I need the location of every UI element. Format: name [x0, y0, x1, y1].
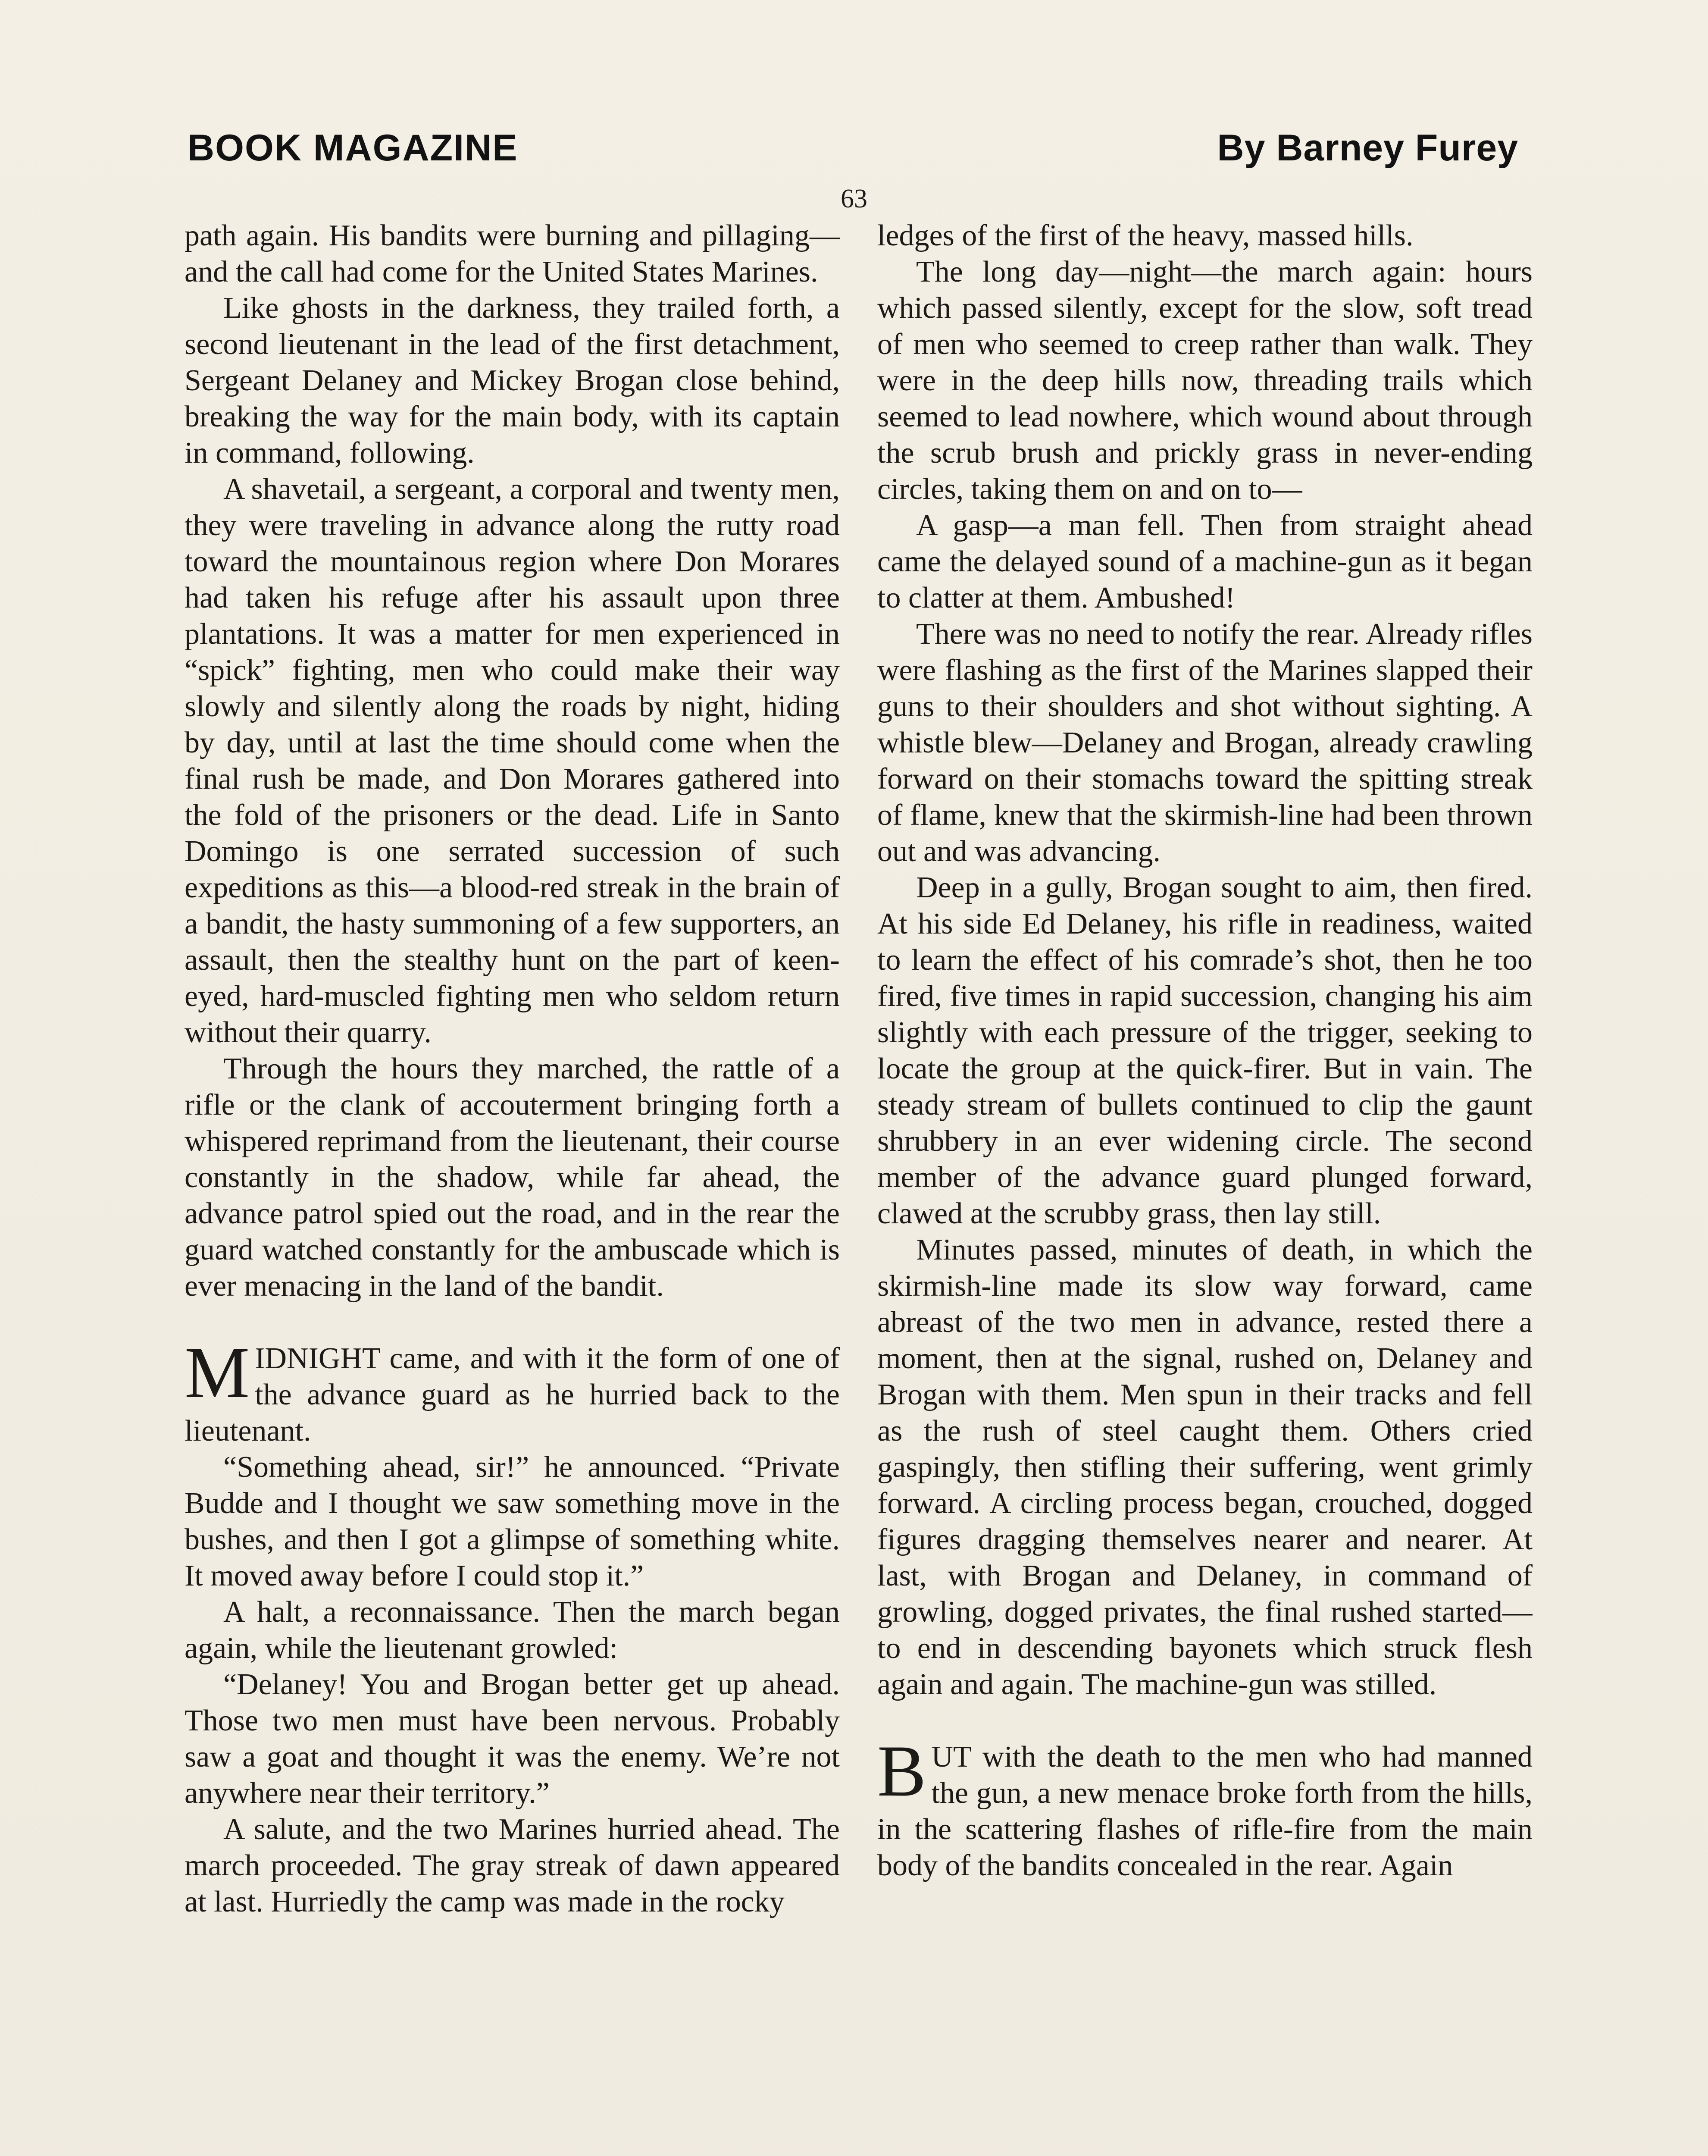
paragraph: Like ghosts in the darkness, they trailed forth, a second lieutenant in the lead of the first detachment, Sergeant Delaney and Mickey Brogan close behind, breaking the way for the main body, with its captain in command, following.	[185, 291, 840, 470]
author-byline: By Barney Furey	[1217, 127, 1518, 169]
paragraph-text: IDNIGHT came, and with it the form of one of the advance guard as he hurried back to the lieutenant.	[185, 1342, 840, 1448]
page-number: 63	[841, 184, 867, 213]
paragraph: Minutes passed, minutes of death, in which the skirmish-line made its slow way forward, came abreast of the two men in advance, rested there a moment, then at the signal, rushed on, Delaney and Brogan with them. Men spun in their tracks and fell as the rush of steel caught them. Others cried gaspingly, then stifling their suffering, went grimly forward. A circling process began, crouched, dogged figures dragging themselves nearer and nearer. At last, with Brogan and Delaney, in command of growling, dogged privates, the final rushed started—to end in descending bayonets which struck flesh again and again. The machine-gun was stilled.	[877, 1233, 1533, 1701]
paragraph-text: UT with the death to the men who had manned the gun, a new menace broke forth from the hills, in the scattering flashes of rifle-fire from the main body of the bandits concealed in the rear. Again	[877, 1740, 1533, 1882]
left-text-column	[185, 218, 840, 2156]
paragraph: A salute, and the two Marines hurried ahead. The march proceeded. The gray streak of dawn appeared at last. Hurriedly the camp was made in the rocky	[185, 1813, 840, 1918]
magazine-title: BOOK MAGAZINE	[188, 127, 518, 169]
right-text-column	[877, 218, 1533, 2156]
drop-cap-letter: M	[185, 1332, 250, 1413]
drop-cap-letter: B	[877, 1730, 926, 1811]
section-start-paragraph	[877, 1730, 1533, 1884]
paragraph: ledges of the first of the heavy, massed hills.	[877, 219, 1414, 252]
paragraph: The long day—night—the march again: hours which passed silently, except for the slow, soft tread of men who seemed to creep rather than walk. They were in the deep hills now, threading trails which seemed to lead nowhere, which wound about through the scrub brush and prickly grass in never-ending circles, taking them on and on to—	[877, 255, 1533, 506]
paragraph: Through the hours they marched, the rattle of a rifle or the clank of accouterment bringing forth a whispered reprimand from the lieutenant, their course constantly in the shadow, while far ahead, the advance patrol spied out the road, and in the rear the guard watched constantly for the ambuscade which is ever menacing in the land of the bandit.	[185, 1052, 840, 1303]
paragraph: A shavetail, a sergeant, a corporal and twenty men, they were traveling in advance along the rutty road toward the mountainous region where Don Morares had taken his refuge after his assault upon three plantations. It was a matter for men experienced in “spick” fighting, men who could make their way slowly and silently along the roads by night, hiding by day, until at last the time should come when the final rush be made, and Don Morares gathered into the fold of the prisoners or the dead. Life in Santo Domingo is one serrated succession of such expeditions as this—a blood-red streak in the brain of a bandit, the hasty summoning of a few supporters, an assault, then the stealthy hunt on the part of keen-eyed, hard-muscled fighting men who seldom return without their quarry.	[185, 473, 840, 1049]
paragraph: “Something ahead, sir!” he announced. “Private Budde and I thought we saw something move in the bushes, and then I got a glimpse of something white. It moved away before I could stop it.”	[185, 1451, 840, 1592]
paragraph: path again. His bandits were burning and pillaging—and the call had come for the United States Marines.	[185, 219, 840, 288]
paragraph: Deep in a gully, Brogan sought to aim, then fired. At his side Ed Delaney, his rifle in readiness, waited to learn the effect of his comrade’s shot, then he too fired, five times in rapid succession, changing his aim slightly with each pressure of the trigger, seeking to locate the group at the quick-firer. But in vain. The steady stream of bullets continued to clip the gaunt shrubbery in an ever widening circle. The second member of the advance guard plunged forward, clawed at the scrubby grass, then lay still.	[877, 871, 1533, 1230]
paragraph: There was no need to notify the rear. Already rifles were flashing as the first of the Marines slapped their guns to their shoulders and shot without sighting. A whistle blew—Delaney and Brogan, already crawling forward on their stomachs toward the spitting streak of flame, knew that the skirmish-line had been thrown out and was advancing.	[877, 617, 1533, 868]
paragraph: A halt, a reconnaissance. Then the march began again, while the lieutenant growled:	[185, 1595, 840, 1665]
section-start-paragraph	[185, 1332, 840, 1449]
paragraph: A gasp—a man fell. Then from straight ahead came the delayed sound of a machine-gun as it began to clatter at them. Ambushed!	[877, 509, 1533, 614]
paragraph: “Delaney! You and Brogan better get up ahead. Those two men must have been nervous. Probably saw a goat and thought it was the enemy. We’re not anywhere near their territory.”	[185, 1668, 840, 1810]
